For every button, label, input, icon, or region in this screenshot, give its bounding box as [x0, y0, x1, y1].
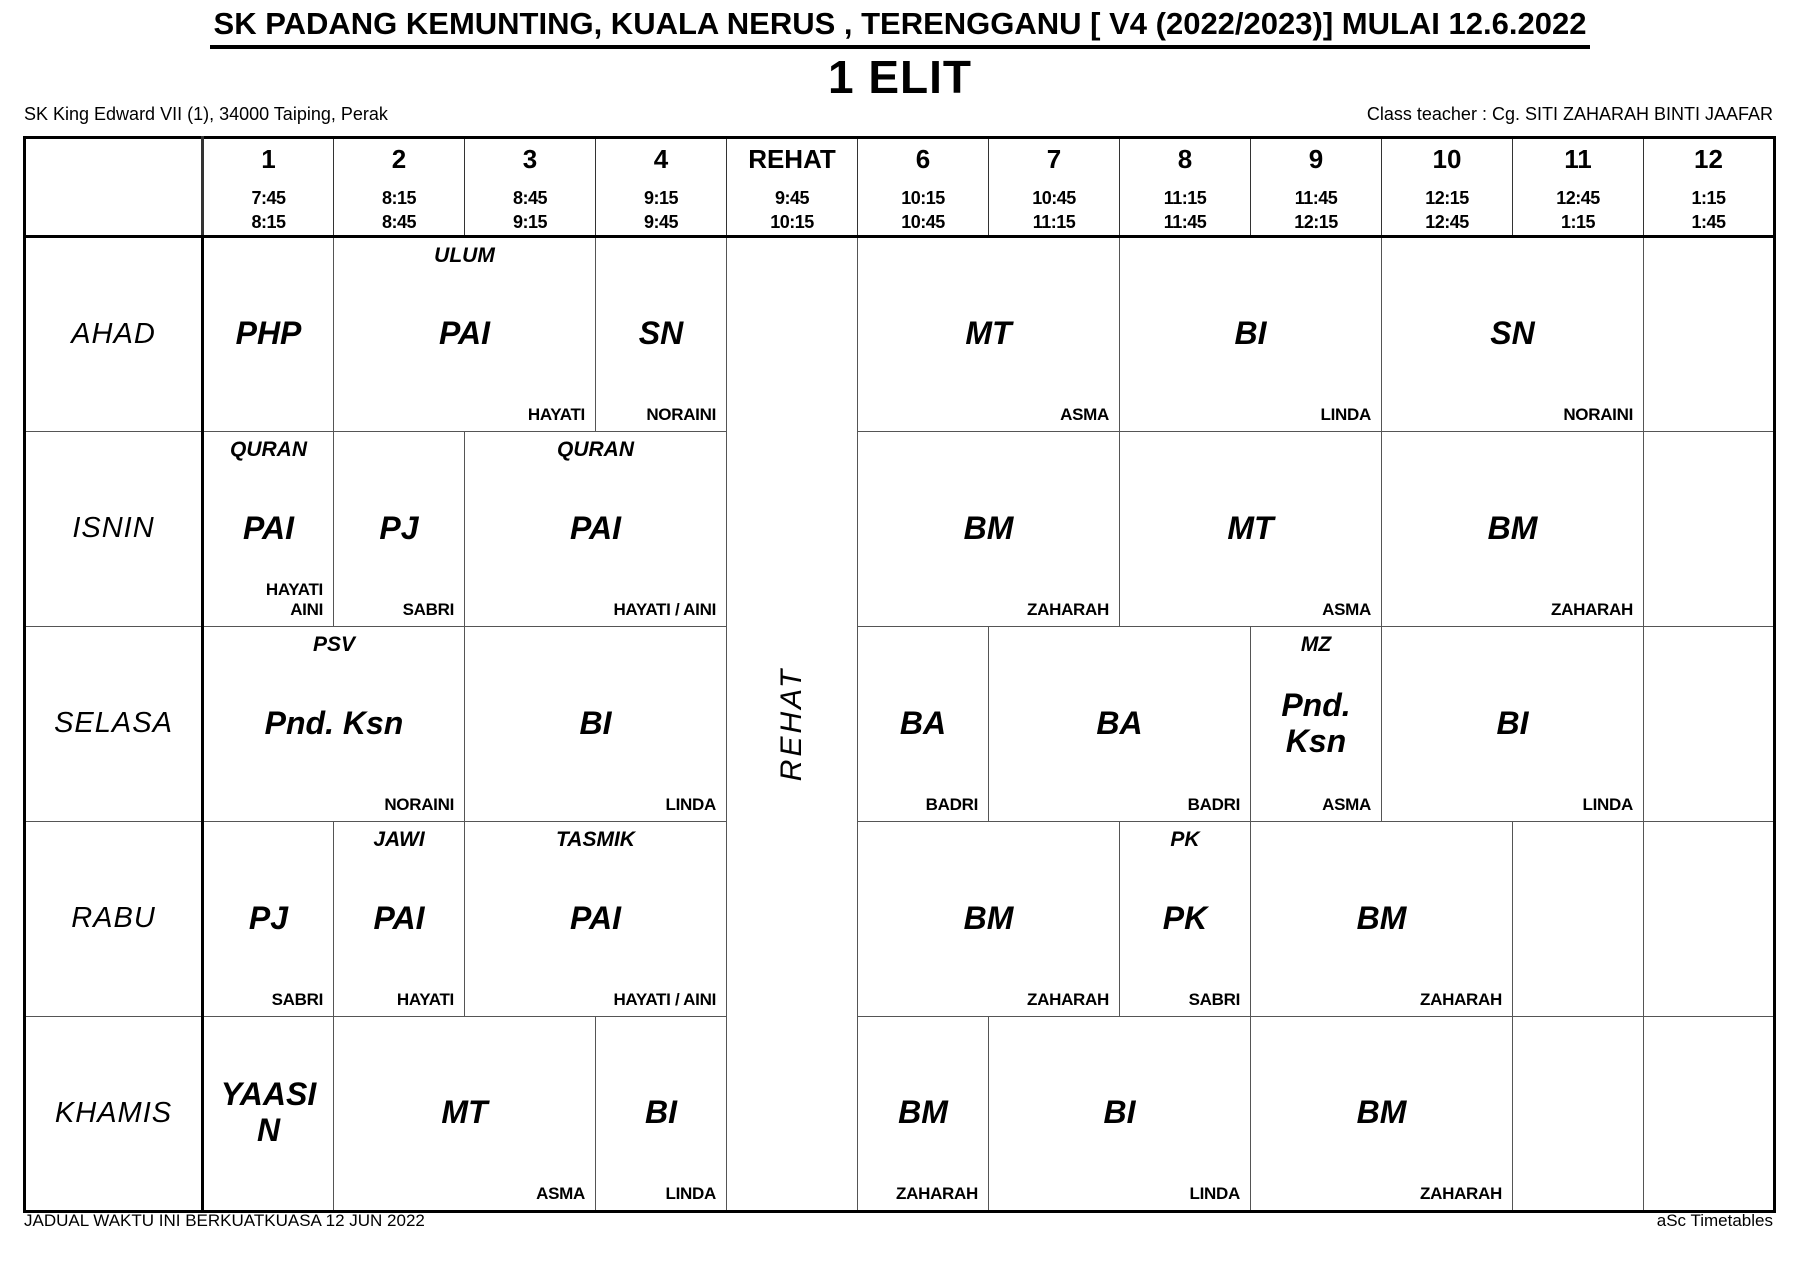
- period-header-7: 7 10:45 11:15: [989, 138, 1120, 237]
- cell-khamis-p12-empty: [1644, 1016, 1775, 1211]
- period-header-3: 3 8:45 9:15: [465, 138, 596, 237]
- cell-isnin-p1: QURAN PAI HAYATI AINI: [203, 431, 334, 626]
- day-label-isnin: ISNIN: [25, 431, 203, 626]
- cell-ahad-p2-3: ULUM PAI HAYATI: [334, 236, 596, 431]
- cell-selasa-p1-2: PSV Pnd. Ksn NORAINI: [203, 626, 465, 821]
- period-header-10: 10 12:15 12:45: [1382, 138, 1513, 237]
- cell-isnin-p6-7: BM ZAHARAH: [858, 431, 1120, 626]
- cell-khamis-p2-3: MT ASMA: [334, 1016, 596, 1211]
- cell-rabu-p1: PJ SABRI: [203, 821, 334, 1016]
- row-khamis: [25, 1016, 1775, 1211]
- day-label-selasa: SELASA: [25, 626, 203, 821]
- cell-ahad-p4: SN NORAINI: [596, 236, 727, 431]
- period-header-rehat: REHAT 9:45 10:15: [727, 138, 858, 237]
- period-header-8: 8 11:15 11:45: [1120, 138, 1251, 237]
- cell-ahad-p8-9: BI LINDA: [1120, 236, 1382, 431]
- period-header-1: 1 7:45 8:15: [203, 138, 334, 237]
- cell-khamis-p4: BI LINDA: [596, 1016, 727, 1211]
- cell-rabu-p9-10: BM ZAHARAH: [1251, 821, 1513, 1016]
- cell-selasa-p6: BA BADRI: [858, 626, 989, 821]
- class-name: 1 ELIT: [827, 51, 973, 103]
- cell-selasa-p7-8: BA BADRI: [989, 626, 1251, 821]
- period-header-2: 2 8:15 8:45: [334, 138, 465, 237]
- cell-selasa-p3-4: BI LINDA: [465, 626, 727, 821]
- row-rabu: [25, 821, 1775, 1016]
- header-row: [25, 138, 1775, 237]
- cell-rabu-p12-empty: [1644, 821, 1775, 1016]
- cell-isnin-p10-11: BM ZAHARAH: [1382, 431, 1644, 626]
- cell-rabu-p3-4: TASMIK PAI HAYATI / AINI: [465, 821, 727, 1016]
- cell-isnin-p2: PJ SABRI: [334, 431, 465, 626]
- cell-rabu-p8: PK PK SABRI: [1120, 821, 1251, 1016]
- cell-khamis-p6: BM ZAHARAH: [858, 1016, 989, 1211]
- cell-ahad-p10-11: SN NORAINI: [1382, 236, 1644, 431]
- cell-ahad-p6-7: MT ASMA: [858, 236, 1120, 431]
- row-isnin: [25, 431, 1775, 626]
- period-header-4: 4 9:15 9:45: [596, 138, 727, 237]
- page-header: [0, 6, 1800, 49]
- page-title: SK PADANG KEMUNTING, KUALA NERUS , TERENGGANU [ V4 (2022/2023)] MULAI 12.6.2022: [210, 6, 1591, 49]
- cell-selasa-p9: MZ Pnd. Ksn ASMA: [1251, 626, 1382, 821]
- cell-isnin-p12-empty: [1644, 431, 1775, 626]
- cell-ahad-p1: PHP: [203, 236, 334, 431]
- school-info: SK King Edward VII (1), 34000 Taiping, Perak: [24, 104, 388, 124]
- cell-isnin-p3-4: QURAN PAI HAYATI / AINI: [465, 431, 727, 626]
- timetable: [23, 136, 1776, 1213]
- period-header-6: 6 10:15 10:45: [858, 138, 989, 237]
- period-header-11: 11 12:45 1:15: [1513, 138, 1644, 237]
- row-selasa: [25, 626, 1775, 821]
- rehat-column: [727, 236, 858, 1211]
- cell-rabu-p11-empty: [1513, 821, 1644, 1016]
- cell-khamis-p11-empty: [1513, 1016, 1644, 1211]
- class-teacher: Class teacher : Cg. SITI ZAHARAH BINTI JAAFAR: [1366, 104, 1773, 124]
- cell-isnin-p8-9: MT ASMA: [1120, 431, 1382, 626]
- cell-selasa-p12-empty: [1644, 626, 1775, 821]
- day-label-ahad: AHAD: [25, 236, 203, 431]
- period-header-12: 12 1:15 1:45: [1644, 138, 1775, 237]
- day-label-rabu: RABU: [25, 821, 203, 1016]
- footer-app-credit: aSc Timetables: [1656, 1211, 1773, 1230]
- cell-ahad-p12-empty: [1644, 236, 1775, 431]
- footer-effective-date: JADUAL WAKTU INI BERKUATKUASA 12 JUN 2022: [24, 1211, 425, 1230]
- day-label-khamis: KHAMIS: [25, 1016, 203, 1211]
- period-header-9: 9 11:45 12:15: [1251, 138, 1382, 237]
- cell-rabu-p6-7: BM ZAHARAH: [858, 821, 1120, 1016]
- row-ahad: [25, 236, 1775, 431]
- cell-khamis-p1: YAASI N: [203, 1016, 334, 1211]
- rehat-vertical-label: REHAT: [774, 666, 808, 781]
- cell-selasa-p10-11: BI LINDA: [1382, 626, 1644, 821]
- corner-cell: [25, 138, 203, 237]
- cell-khamis-p7-8: BI LINDA: [989, 1016, 1251, 1211]
- cell-khamis-p9-10: BM ZAHARAH: [1251, 1016, 1513, 1211]
- cell-rabu-p2: JAWI PAI HAYATI: [334, 821, 465, 1016]
